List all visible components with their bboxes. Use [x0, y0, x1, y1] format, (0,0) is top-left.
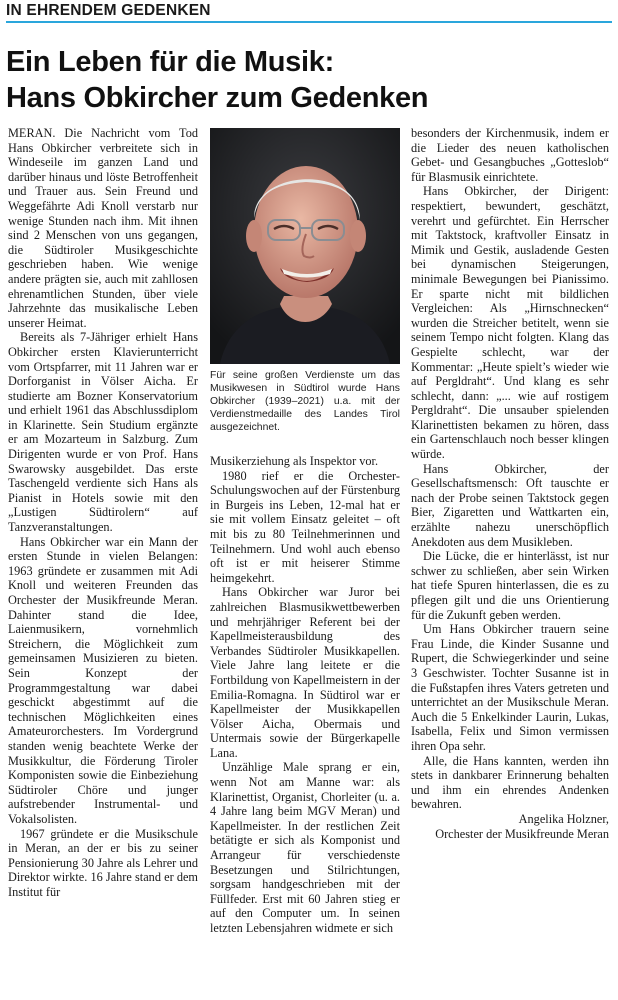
paragraph: Unzählige Male sprang er ein, wenn Not am Manne war: als Klarinettist, Organist, Chorleiter (u. a. 4 Jahre lang beim MGV Meran) und Kapellmeister. In der restlichen Zeit betätigte er sich als Komponist und Arrangeur für verschiedenste Besetzungen und Stilrichtungen, sorgsam handgeschrieben mit der Füllfeder. Erst mit 60 Jahren stieg er auf den Computer um. In seinen letzten Lebensjahren widmete er sich: [210, 760, 400, 935]
paragraph: Die Lücke, die er hinterlässt, ist nur schwer zu schließen, aber sein Wirken hat tiefe Spuren hinterlassen, die es zu pflegen gilt und die uns Orientierung für die Zukunft geben werden.: [411, 549, 609, 622]
author-name: Angelika Holzner,: [518, 811, 609, 826]
paragraph: Hans Obkircher war ein Mann der ersten Stunde in vielen Belangen: 1963 gründete er zusammen mit Adi Knoll und weiteren Freunden das Orchester der Musikfreunde Meran. Dahinter stand die Idee, Laienmusikern, vornehmlich Streichern, die Möglichkeit zum gemeinsamen Musizieren zu bieten. Sein Konzept der Programmgestaltung war dabei geschickt abgestimmt auf die technischen Möglichkeiten eines Amateurorchesters. Im Vordergrund standen wenig beachtete Werke der Musikkultur, die Förderung Tiroler Komponisten sowie die Einbeziehung Südtiroler Chöre und junger aufstrebender Instrumental- und Vokalsolisten.: [8, 534, 198, 826]
paragraph: Musikerziehung als Inspektor vor.: [210, 454, 379, 468]
headline-line-2: Hans Obkircher zum Gedenken: [6, 82, 429, 114]
section-kicker: IN EHRENDEM GEDENKEN: [6, 2, 612, 23]
portrait-photo: [210, 128, 400, 364]
article-column-3: [411, 126, 609, 996]
paragraph: MERAN. Die Nachricht vom Tod Hans Obkircher verbreitete sich in Windeseile im ganzen Land und darüber hinaus und löste Betroffenheit und Trauer aus. Sein Freund und Weggefährte Adi Knoll verstarb nur wenige Stunden nach ihm. Mit ihnen sind 2 Menschen von uns gegangen, die Südtiroler Musikgeschichte geschrieben haben. Wie wenige andere prägten sie, auch mit zahllosen ehrenamtlichen Stunden, über viele Jahrzehnte das musikalische Leben unserer Heimat.: [8, 126, 198, 330]
paragraph: Bereits als 7-Jähriger erhielt Hans Obkircher ersten Klavierunterricht vom Ortspfarrer, mit 11 Jahren war er Dorforganist in Völser Aicha. Er studierte am Bozner Konservatorium und erhielt 1961 das Abschlussdiplom in Klarinette. Sein Studium ergänzte er am Mozarteum in Salzburg. Zum Dirigenten wurde er von Prof. Hans Swarowsky ausgebildet. Das erste Taschengeld verdiente sich Hans als Pianist in Hotels sowie mit den „Lustigen Südtirolern“ auf Tanzveranstaltungen.: [8, 330, 198, 535]
paragraph: Hans Obkircher, der Dirigent: respektiert, bewundert, geschätzt, verehrt und gefürchtet. Ein Herrscher mit Taktstock, kraftvoller Einsatz in Mimik und Gestik, ausladende Gesten bei dynamischen Steigerungen, minimale Bewegungen bei Pianissimo. Er sparte nicht mit bildlichen Vergleichen: Als „Hirnschnecken“ wurden die Streicher betitelt, wenn sie seinem Tempo nicht folgten. Klang das Gespielte schlecht, war der Kommentar: „Heute spielt’s wieder wie auf Pergldraht“. Und klang es sehr schlecht, dann: „... wie auf rostigem Pergldraht“. Die unsauber spielenden Klarinettisten bekamen zu hören, dass ein Gartenschlauch noch besser klingen würde.: [411, 184, 609, 462]
author-organization: Orchester der Musikfreunde Meran: [435, 826, 609, 841]
article-column-1: [8, 126, 198, 996]
paragraph: Hans Obkircher, der Gesellschaftsmensch: Oft tauschte er nach der Probe seinen Taktstock gegen Bier, Zigaretten und Wattkarten ein, erzählte nahezu unerschöpflich Anekdoten aus dem Musikleben.: [411, 461, 609, 549]
photo-caption: Für seine großen Verdienste um das Musikwesen in Südtirol wurde Hans Obkircher (1939–2021) u.a. mit der Verdienstmedaille des Landes Tirol ausgezeichnet.: [210, 370, 400, 433]
paragraph: 1980 rief er die Orchester-Schulungswochen auf der Fürstenburg in Burgeis ins Leben, 12-mal hat er sie mit vollem Einsatz geleitet – oft mit bis zu 80 Teilnehmerinnen und Teilnehmern. Und wohl auch ebenso oft ist er mit heiserer Stimme heimgekehrt.: [210, 468, 400, 585]
paragraph: Alle, die Hans kannten, werden ihn stets in dankbarer Erinnerung behalten und ihm ein ehrendes Andenken bewahren.: [411, 753, 609, 812]
paragraph: Hans Obkircher war Juror bei zahlreichen Blasmusikwettbewerben und mehrjähriger Referent bei der Kapellmeisterausbildung des Verbandes Südtiroler Musikkapellen. Viele Jahre lang leitete er die Fortbildung von Kapellmeistern in der Emilia-Romagna. In Südtirol war er Kapellmeister der Musikkapellen Völser Aicha, Obermais und Untermais sowie der Bürgerkapelle Lana.: [210, 585, 400, 760]
article-column-2: [210, 454, 400, 996]
paragraph: Um Hans Obkircher trauern seine Frau Linde, die Kinder Susanne und Rupert, die Schwiegerkinder und seine 3 Geschwister. Tochter Susanne ist in die Fußstapfen ihres Vaters getreten und unterrichtet an der Musikschule Meran. Auch die 5 Enkelkinder Laurin, Lukas, Isabella, Felix und Simon vermissen ihren Opa sehr.: [411, 622, 609, 753]
portrait-illustration: [210, 128, 400, 364]
paragraph: besonders der Kirchenmusik, indem er die Lieder des neuen katholischen Gebet- und Gesangbuches „Gotteslob“ für Blasmusik einrichtete.: [411, 126, 609, 184]
headline-line-1: Ein Leben für die Musik:: [6, 46, 334, 78]
article-headline: [6, 44, 612, 116]
paragraph: 1967 gründete er die Musikschule in Meran, an der er bis zu seiner Pensionierung 30 Jahre als Lehrer und Direktor wirkte. 16 Jahre stand er dem Institut für: [8, 826, 198, 899]
